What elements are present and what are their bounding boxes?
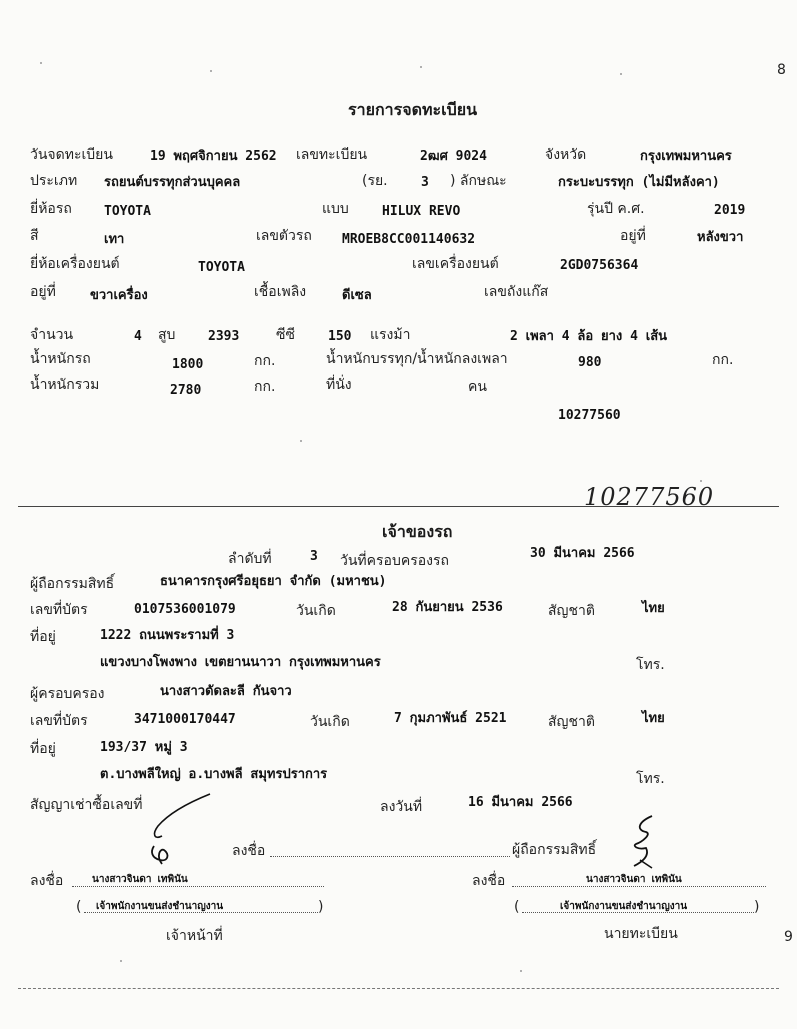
axles-wheels-value: 2 เพลา 4 ล้อ ยาง 4 เส้น — [510, 329, 668, 344]
possessor-id-value: 3471000170447 — [134, 712, 236, 727]
contract-label: สัญญาเช่าซื้อเลขที่ — [30, 797, 143, 813]
possession-date-label: วันที่ครอบครองรถ — [340, 553, 449, 569]
rs-number-value: 3 — [421, 175, 429, 190]
model-value: HILUX REVO — [382, 204, 461, 219]
contract-signature-scribble — [140, 790, 220, 870]
titleholder-nationality-label: สัญชาติ — [548, 603, 595, 619]
type-value: รถยนต์บรรทุกส่วนบุคคล — [104, 175, 241, 190]
cylinders-label: จำนวน — [30, 327, 74, 343]
reference-number: 10277560 — [558, 408, 621, 423]
load-weight-label: น้ำหนักบรรทุก/น้ำหนักลงเพลา — [326, 351, 508, 367]
scan-speck — [300, 440, 302, 442]
officer-position: เจ้าพนักงานขนส่งชำนาญงาน — [96, 901, 224, 912]
kg-2-label: กก. — [712, 352, 734, 368]
scan-speck — [700, 480, 702, 482]
car-weight-label: น้ำหนักรถ — [30, 351, 91, 367]
seq-value: 3 — [310, 549, 318, 564]
titleholder-birth-label: วันเกิด — [296, 603, 336, 619]
character-label: ) ลักษณะ — [450, 173, 507, 189]
registrar-sign-label: ลงชื่อ — [472, 873, 506, 889]
possessor-birth-label: วันเกิด — [310, 714, 350, 730]
hp-label: แรงม้า — [370, 327, 411, 343]
province-value: กรุงเทพมหานคร — [640, 149, 732, 164]
registrar-name: นางสาวจินดา เทพินัน — [586, 874, 682, 885]
handwritten-reference-number: 10277560 — [584, 483, 715, 511]
titleholder-id-value: 0107536001079 — [134, 602, 236, 617]
titleholder-sign-label: ลงชื่อ — [232, 843, 266, 859]
officer-name: นางสาวจินดา เทพินัน — [92, 874, 188, 885]
brand-value: TOYOTA — [104, 204, 151, 219]
model-label: แบบ — [322, 201, 349, 217]
possessor-label: ผู้ครอบครอง — [30, 686, 105, 702]
possessor-birth-value: 7 กุมภาพันธ์ 2521 — [394, 711, 507, 726]
kg-1-label: กก. — [254, 353, 276, 369]
possessor-address-line2: ต.บางพลีใหญ่ อ.บางพลี สมุทรปราการ — [100, 767, 328, 782]
engine-brand-label: ยี่ห้อเครื่องยนต์ — [30, 256, 120, 272]
titleholder-id-label: เลขที่บัตร — [30, 602, 88, 618]
titleholder-signature-scribble — [612, 812, 672, 872]
officer-position-paren-close: ) — [318, 899, 324, 915]
car-weight-value: 1800 — [172, 357, 204, 372]
titleholder-phone-label: โทร. — [636, 657, 665, 673]
titleholder-value: ธนาคารกรุงศรีอยุธยา จำกัด (มหาชน) — [160, 574, 387, 589]
reg-no-value: 2ฒศ 9024 — [420, 149, 487, 164]
type-label: ประเภท — [30, 173, 78, 189]
cc-value: 2393 — [208, 329, 240, 344]
titleholder-address-line1: 1222 ถนนพระรามที่ 3 — [100, 628, 235, 643]
chassis-no-value: MROEB8CC001140632 — [342, 232, 476, 247]
possessor-id-label: เลขที่บัตร — [30, 713, 88, 729]
chassis-loc-value: หลังขวา — [697, 230, 744, 245]
load-weight-value: 980 — [578, 355, 602, 370]
color-label: สี — [30, 228, 39, 244]
possessor-address-line1: 193/37 หมู่ 3 — [100, 740, 188, 755]
titleholder-address-label: ที่อยู่ — [30, 629, 56, 645]
bottom-dashed-rule — [18, 988, 779, 989]
seats-label: ที่นั่ง — [326, 377, 352, 393]
officer-caption: เจ้าหน้าที่ — [166, 928, 223, 944]
officer-position-paren-open: ( — [76, 899, 82, 915]
hp-value: 150 — [328, 329, 352, 344]
rs-prefix-label: (รย. — [362, 173, 388, 189]
registrar-position: เจ้าพนักงานขนส่งชำนาญงาน — [560, 901, 688, 912]
scan-speck — [210, 70, 212, 72]
reg-no-label: เลขทะเบียน — [296, 147, 368, 163]
engine-loc-label: อยู่ที่ — [30, 284, 56, 300]
registration-title: รายการจดทะเบียน — [348, 100, 478, 119]
fuel-value: ดีเซล — [342, 288, 372, 303]
model-year-value: 2019 — [714, 203, 746, 218]
registrar-position-paren-close: ) — [754, 899, 760, 915]
possessor-value: นางสาวดัดละลี กันจาว — [160, 684, 292, 699]
total-weight-value: 2780 — [170, 383, 202, 398]
registrar-caption: นายทะเบียน — [604, 926, 678, 942]
engine-no-value: 2GD0756364 — [560, 258, 639, 273]
engine-loc-value: ขวาเครื่อง — [90, 288, 148, 303]
chassis-loc-label: อยู่ที่ — [620, 228, 646, 244]
fuel-label: เชื้อเพลิง — [254, 284, 307, 300]
scan-speck — [620, 73, 622, 75]
titleholder-label: ผู้ถือกรรมสิทธิ์ — [30, 576, 115, 592]
page-number-top: 8 — [777, 62, 786, 78]
cylinders-value: 4 — [134, 329, 142, 344]
color-value: เทา — [104, 232, 125, 247]
titleholder-nationality-value: ไทย — [642, 601, 665, 616]
owner-title: เจ้าของรถ — [382, 522, 453, 541]
possession-date-value: 30 มีนาคม 2566 — [530, 546, 635, 561]
reg-date-value: 19 พฤศจิกายน 2562 — [150, 149, 277, 164]
scan-speck — [420, 66, 422, 68]
contract-date-label: ลงวันที่ — [380, 799, 423, 815]
gas-tank-label: เลขถังแก๊ส — [484, 284, 549, 300]
model-year-label: รุ่นปี ค.ศ. — [587, 201, 645, 217]
titleholder-sign-caption: ผู้ถือกรรมสิทธิ์ — [512, 842, 597, 858]
possessor-address-label: ที่อยู่ — [30, 741, 56, 757]
registrar-position-paren-open: ( — [514, 899, 520, 915]
page-number-bottom: 9 — [784, 929, 793, 945]
brand-label: ยี่ห้อรถ — [30, 201, 72, 217]
section-separator — [18, 506, 779, 507]
contract-date-value: 16 มีนาคม 2566 — [468, 795, 573, 810]
scan-speck — [120, 960, 122, 962]
character-value: กระบะบรรทุก (ไม่มีหลังคา) — [558, 175, 720, 190]
chassis-no-label: เลขตัวรถ — [256, 228, 312, 244]
possessor-nationality-value: ไทย — [642, 711, 665, 726]
engine-brand-value: TOYOTA — [198, 260, 245, 275]
titleholder-address-line2: แขวงบางโพงพาง เขตยานนาวา กรุงเทพมหานคร — [100, 655, 381, 670]
persons-label: คน — [468, 379, 487, 395]
cc-label: ซีซี — [276, 327, 296, 343]
kg-3-label: กก. — [254, 379, 276, 395]
possessor-phone-label: โทร. — [636, 771, 665, 787]
possessor-nationality-label: สัญชาติ — [548, 714, 595, 730]
scan-speck — [40, 62, 42, 64]
engine-no-label: เลขเครื่องยนต์ — [412, 256, 499, 272]
titleholder-birth-value: 28 กันยายน 2536 — [392, 600, 503, 615]
titleholder-sign-line — [270, 856, 510, 857]
cylinders-unit: สูบ — [158, 327, 176, 343]
province-label: จังหวัด — [545, 147, 587, 163]
scan-speck — [520, 970, 522, 972]
total-weight-label: น้ำหนักรวม — [30, 377, 100, 393]
reg-date-label: วันจดทะเบียน — [30, 147, 113, 163]
officer-sign-label: ลงชื่อ — [30, 873, 64, 889]
seq-label: ลำดับที่ — [228, 551, 272, 567]
